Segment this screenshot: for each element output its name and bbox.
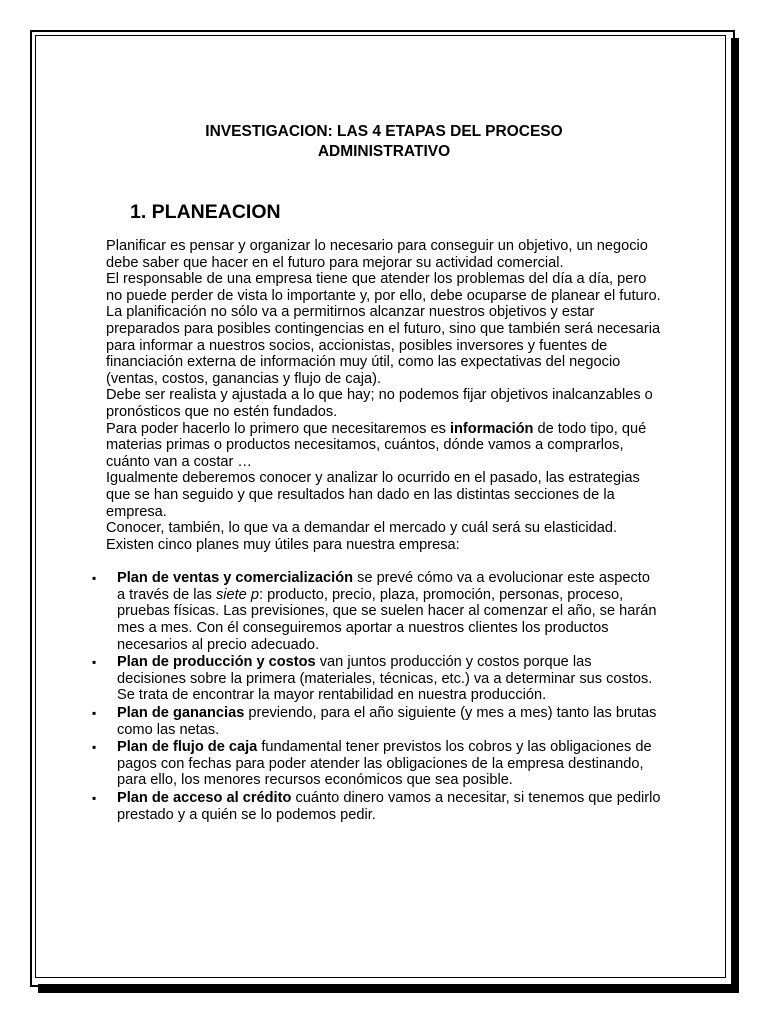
paragraph: Debe ser realista y ajustada a lo que hay; no podemos fijar objetivos inalcanzables o pronósticos que no estén fundados. (106, 387, 653, 420)
bullet-icon: ▪ (92, 791, 97, 805)
bullet-icon: ▪ (92, 740, 97, 755)
document-title-line-2: ADMINISTRATIVO (317, 143, 451, 160)
list-item (92, 739, 662, 789)
section-text (106, 238, 662, 553)
list-item (92, 790, 662, 823)
document-title-line-1: INVESTIGACION: LAS 4 ETAPAS DEL PROCESO (205, 123, 563, 140)
paragraph: El responsable de una empresa tiene que atender los problemas del día a día, pero no puede perder de vista lo importante y, por ello, debe ocuparse de planear el futuro. (106, 271, 661, 304)
plan-name: Plan de acceso al crédito (117, 790, 292, 806)
plan-description: fundamental tener previstos los cobros y las obligaciones de pagos con fechas para poder atender las obligaciones de la empresa destinando, para ello, los menores recursos económicos que sea posible. (117, 739, 652, 789)
paragraph: Igualmente deberemos conocer y analizar lo ocurrido en el pasado, las estrategias que se han seguido y que resultados han dado en las distintas secciones de la empresa. (106, 470, 640, 520)
paragraph-text: Para poder hacerlo lo primero que necesitaremos es (106, 420, 450, 437)
bullet-icon: ▪ (92, 706, 97, 721)
paragraph-informacion (106, 421, 662, 471)
italic-term: siete p (215, 586, 259, 603)
paragraph: La planificación no sólo va a permitirnos alcanzar nuestros objetivos y estar preparados para posibles contingencias en el futuro, sino que también será necesaria para informar a nuestros socios, accionistas, posibles inversores y fuentes de financiación externa de información muy útil, como las expectativas del negocio (ventas, costos, ganancias y flujo de caja). (106, 304, 661, 387)
document-body (92, 122, 662, 824)
plan-name: Plan de ganancias (117, 705, 245, 722)
bullet-icon: ▪ (92, 655, 97, 670)
bold-term: información (449, 420, 534, 437)
plan-description: previendo, para el año siguiente (y mes a mes) tanto las brutas como las netas. (117, 705, 657, 738)
plans-list (92, 570, 662, 823)
plan-description: van juntos producción y costos porque las decisiones sobre la primera (materiales, técnicas, etc.) va a determinar sus costos. Se trata de encontrar la mayor rentabilidad en nuestra producción. (117, 654, 653, 704)
document-title (106, 122, 662, 162)
plan-name: Plan de producción y costos (117, 654, 316, 671)
plan-name: Plan de ventas y comercialización (117, 570, 354, 587)
list-item (92, 570, 662, 653)
list-item (92, 705, 662, 738)
bullet-icon: ▪ (92, 571, 97, 586)
list-item (92, 654, 662, 704)
plan-description: se prevé cómo va a evolucionar este aspecto a través de las (117, 570, 650, 603)
paragraph: Existen cinco planes muy útiles para nuestra empresa: (106, 536, 460, 553)
plan-description: : producto, precio, plaza, promoción, personas, proceso, pruebas físicas. Las previsiones, que se suelen hacer al comenzar el año, se harán mes a mes. Con él conseguiremos aportar a nuestros clientes los productos necesarios al precio adecuado. (117, 586, 657, 653)
paragraph: Planificar es pensar y organizar lo necesario para conseguir un objetivo, un negocio debe saber que hacer en el futuro para mejorar su actividad comercial. (106, 238, 648, 271)
paragraph-text: de todo tipo, qué materias primas o productos necesitamos, cuántos, dónde vamos a comprarlos, cuánto van a costar … (106, 420, 647, 470)
plan-name: Plan de flujo de caja (117, 739, 258, 756)
section-heading: 1. PLANEACION (130, 201, 281, 223)
plan-description: cuánto dinero vamos a necesitar, si tenemos que pedirlo prestado y a quién se lo podemos pedir. (117, 790, 661, 823)
paragraph: Conocer, también, lo que va a demandar el mercado y cuál será su elasticidad. (106, 520, 618, 537)
